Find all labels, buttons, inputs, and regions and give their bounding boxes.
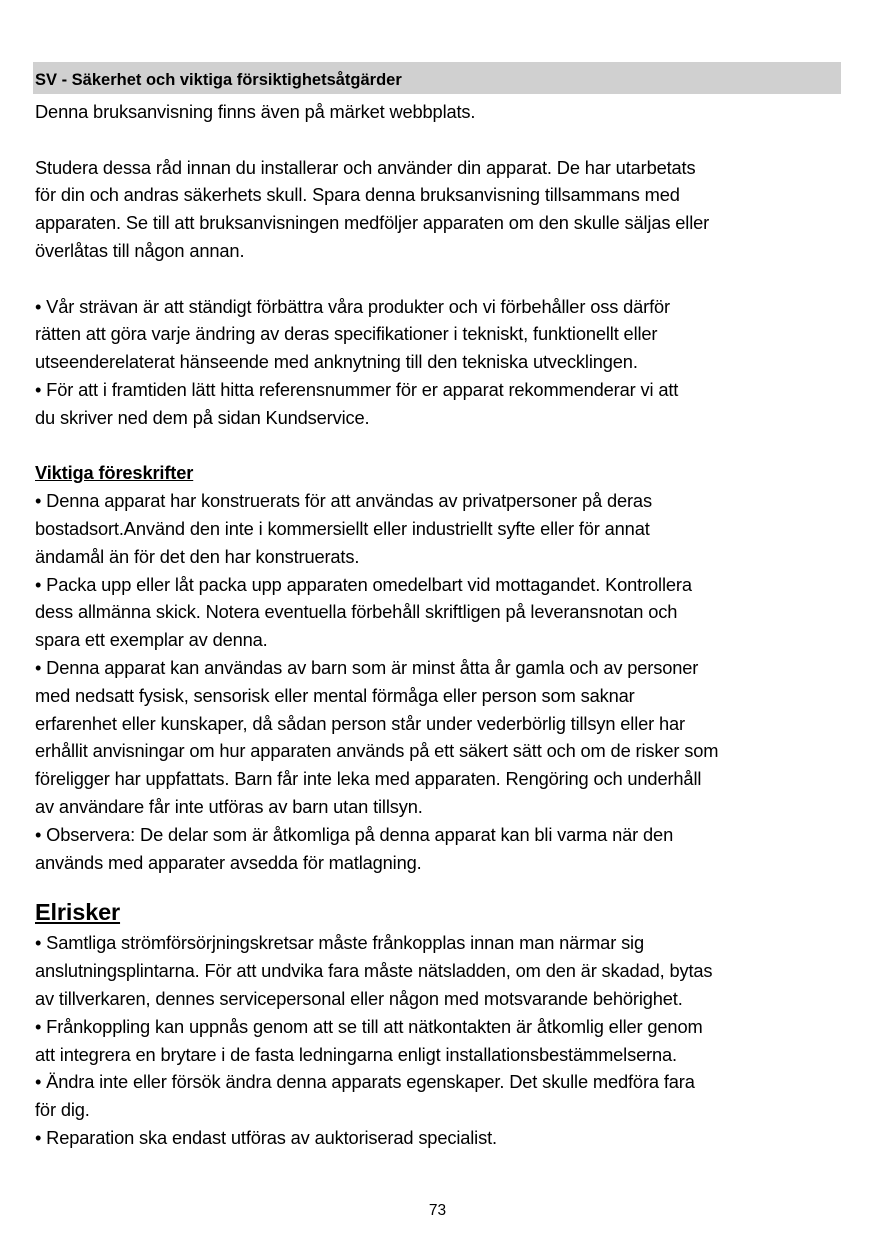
electrical-line: för dig. (35, 1099, 90, 1121)
important-line: dess allmänna skick. Notera eventuella förbehåll skriftligen på leveransnotan och (35, 601, 678, 623)
electrical-section (35, 895, 843, 1151)
document-body (35, 98, 843, 1152)
electrical-line: av tillverkaren, dennes servicepersonal eller någon med motsvarande behörighet. (35, 987, 683, 1009)
study-line: överlåtas till någon annan. (35, 239, 245, 261)
electrical-heading: Elrisker (35, 899, 121, 926)
important-line: erhållit anvisningar om hur apparaten används på ett säkert sätt och om de risker som (35, 740, 719, 762)
electrical-line: • Ändra inte eller försök ändra denna apparats egenskaper. Det skulle medföra fara (35, 1071, 695, 1093)
important-line: • Denna apparat kan användas av barn som är minst åtta år gamla och av personer (35, 656, 699, 678)
paragraph-gap (35, 432, 843, 460)
electrical-line: anslutningsplintarna. För att undvika fara måste nätsladden, om den är skadad, bytas (35, 960, 713, 982)
study-line: apparaten. Se till att bruksanvisningen medföljer apparaten om den skulle säljas eller (35, 212, 710, 234)
important-line: • Packa upp eller låt packa upp apparaten omedelbart vid mottagandet. Kontrollera (35, 573, 692, 595)
study-line: Studera dessa råd innan du installerar och använder din apparat. De har utarbetats (35, 156, 696, 178)
important-line: spara ett exemplar av denna. (35, 629, 268, 651)
notes-line: • För att i framtiden lätt hitta referensnummer för er apparat rekommenderar vi att (35, 378, 679, 400)
paragraph-gap (35, 876, 843, 895)
electrical-line: • Frånkoppling kan uppnås genom att se till att nätkontakten är åtkomlig eller genom (35, 1015, 703, 1037)
notes-line: • Vår strävan är att ständigt förbättra våra produkter och vi förbehåller oss därför (35, 295, 670, 317)
notes-paragraph (35, 293, 843, 432)
notes-line: du skriver ned dem på sidan Kundservice. (35, 406, 370, 428)
electrical-line: • Samtliga strömförsörjningskretsar måste frånkopplas innan man närmar sig (35, 932, 644, 954)
electrical-line: att integrera en brytare i de fasta ledningarna enligt installationsbestämmelserna. (35, 1043, 677, 1065)
important-line: med nedsatt fysisk, sensorisk eller mental förmåga eller person som saknar (35, 684, 635, 706)
important-line: bostadsort.Använd den inte i kommersiellt eller industriellt syfte eller för annat (35, 517, 650, 539)
important-line: • Observera: De delar som är åtkomliga på denna apparat kan bli varma när den (35, 823, 674, 845)
section-title: SV - Säkerhet och viktiga försiktighetsåtgärder (35, 71, 402, 89)
page-number: 73 (428, 1202, 447, 1219)
important-heading: Viktiga föreskrifter (35, 462, 194, 484)
section-title-bar (33, 62, 841, 94)
important-line: används med apparater avsedda för matlagning. (35, 851, 422, 873)
intro-line: Denna bruksanvisning finns även på märket webbplats. (35, 101, 476, 122)
important-section (35, 459, 843, 876)
important-line: av användare får inte utföras av barn utan tillsyn. (35, 795, 423, 817)
important-line: • Denna apparat har konstruerats för att användas av privatpersoner på deras (35, 490, 652, 512)
important-line: erfarenhet eller kunskaper, då sådan person står under vederbörlig tillsyn eller har (35, 712, 685, 734)
study-line: för din och andras säkerhets skull. Spara denna bruksanvisning tillsammans med (35, 184, 680, 206)
electrical-line: • Reparation ska endast utföras av auktoriserad specialist. (35, 1126, 497, 1148)
paragraph-gap (35, 265, 843, 293)
study-paragraph (35, 154, 843, 265)
important-line: föreligger har uppfattats. Barn får inte leka med apparaten. Rengöring och underhåll (35, 768, 702, 790)
notes-line: rätten att göra varje ändring av deras specifikationer i tekniskt, funktionellt eller (35, 323, 658, 345)
important-line: ändamål än för det den har konstruerats. (35, 545, 360, 567)
notes-line: utseenderelaterat hänseende med anknytning till den tekniska utvecklingen. (35, 351, 638, 373)
paragraph-gap (35, 126, 843, 154)
